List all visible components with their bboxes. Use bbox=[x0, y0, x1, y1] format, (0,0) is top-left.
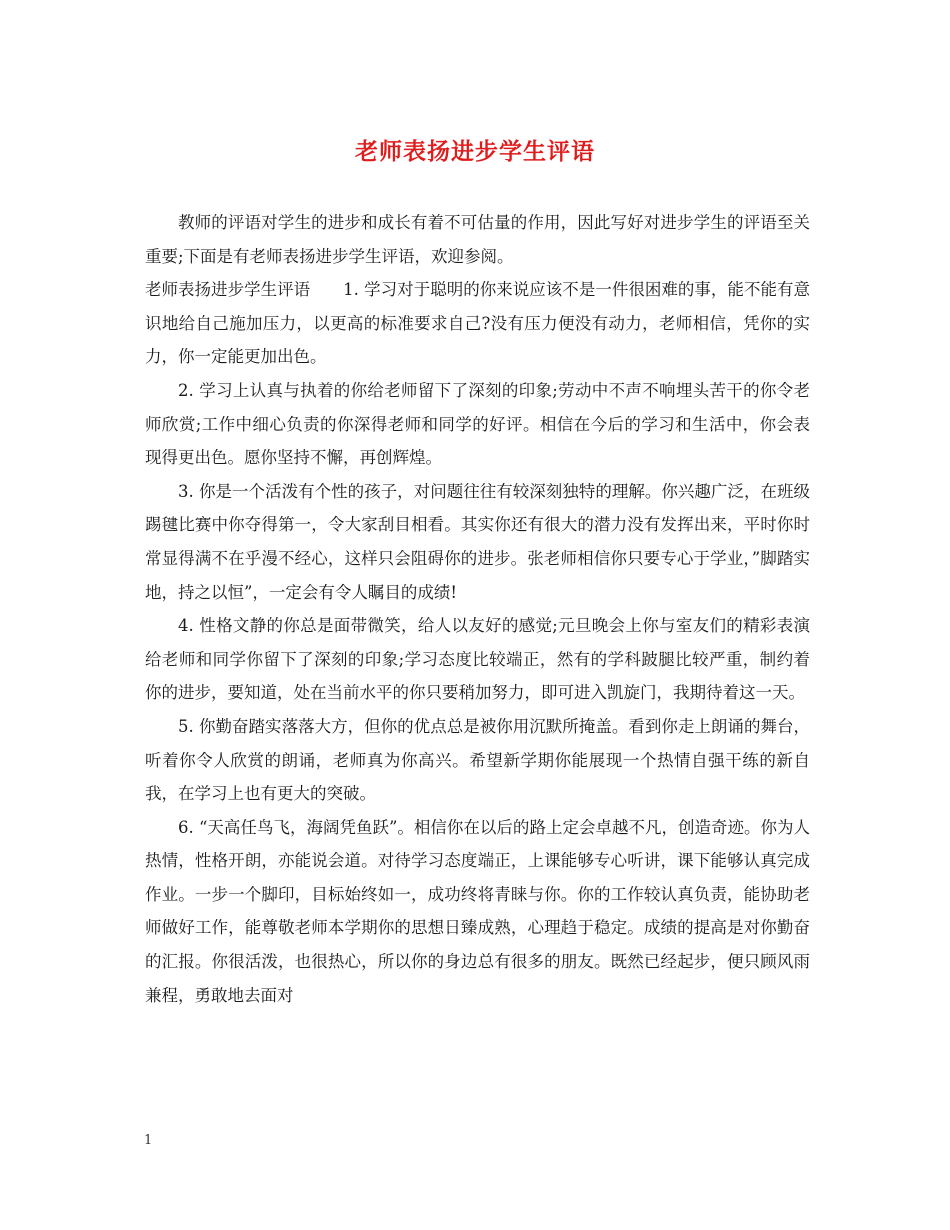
comment-item-3: 3. 你是一个活泼有个性的孩子，对问题往往有较深刻独特的理解。你兴趣广泛，在班级踢毽比赛中你夺得第一，令大家刮目相看。其实你还有很大的潜力没有发挥出来，平时你时常显得满不在乎漫不经心，这样只会阻碍你的进步。张老师相信你只要专心于学业，”脚踏实地，持之以恒”，一定会有令人瞩目的成绩! bbox=[145, 481, 810, 602]
document-body bbox=[145, 206, 810, 1012]
page-title: 老师表扬进步学生评语 bbox=[355, 138, 595, 165]
comment-item-6: 6. “天高任鸟飞，海阔凭鱼跃”。相信你在以后的路上定会卓越不凡，创造奇迹。你为人热情，性格开朗，亦能说会道。对待学习态度端正，上课能够专心听讲，课下能够认真完成作业。一步一个脚印，目标始终如一，成功终将青睐与你。你的工作较认真负责，能协助老师做好工作，能尊敬老师本学期你的思想日臻成熟，心理趋于稳定。成绩的提高是对你勤奋的汇报。你很活泼，也很热心，所以你的身边总有很多的朋友。既然已经起步，便只顾风雨兼程，勇敢地去面对 bbox=[145, 817, 810, 1005]
page-number: 1 bbox=[144, 1133, 153, 1148]
intro-paragraph: 教师的评语对学生的进步和成长有着不可估量的作用，因此写好对进步学生的评语至关重要;下面是有老师表扬进步学生评语，欢迎参阅。 bbox=[145, 213, 810, 266]
comment-item-4: 4. 性格文静的你总是面带微笑，给人以友好的感觉;元旦晚会上你与室友们的精彩表演给老师和同学你留下了深刻的印象;学习态度比较端正，然有的学科跛腿比较严重，制约着你的进步，要知道，处在当前水平的你只要稍加努力，即可进入凯旋门，我期待着这一天。 bbox=[145, 616, 810, 703]
comment-item-1: 老师表扬进步学生评语 1. 学习对于聪明的你来说应该不是一件很困难的事，能不能有意识地给自己施加压力，以更高的标准要求自己?没有压力便没有动力，老师相信，凭你的实力，你一定能更加出色。 bbox=[145, 280, 810, 367]
comment-item-5: 5. 你勤奋踏实落落大方，但你的优点总是被你用沉默所掩盖。看到你走上朗诵的舞台，听着你令人欣赏的朗诵，老师真为你高兴。希望新学期你能展现一个热情自强干练的新自我，在学习上也有更大的突破。 bbox=[145, 716, 810, 804]
comment-item-2: 2. 学习上认真与执着的你给老师留下了深刻的印象;劳动中不声不响埋头苦干的你令老师欣赏;工作中细心负责的你深得老师和同学的好评。相信在今后的学习和生活中，你会表现得更出色。愿你坚持不懈，再创辉煌。 bbox=[145, 380, 810, 468]
